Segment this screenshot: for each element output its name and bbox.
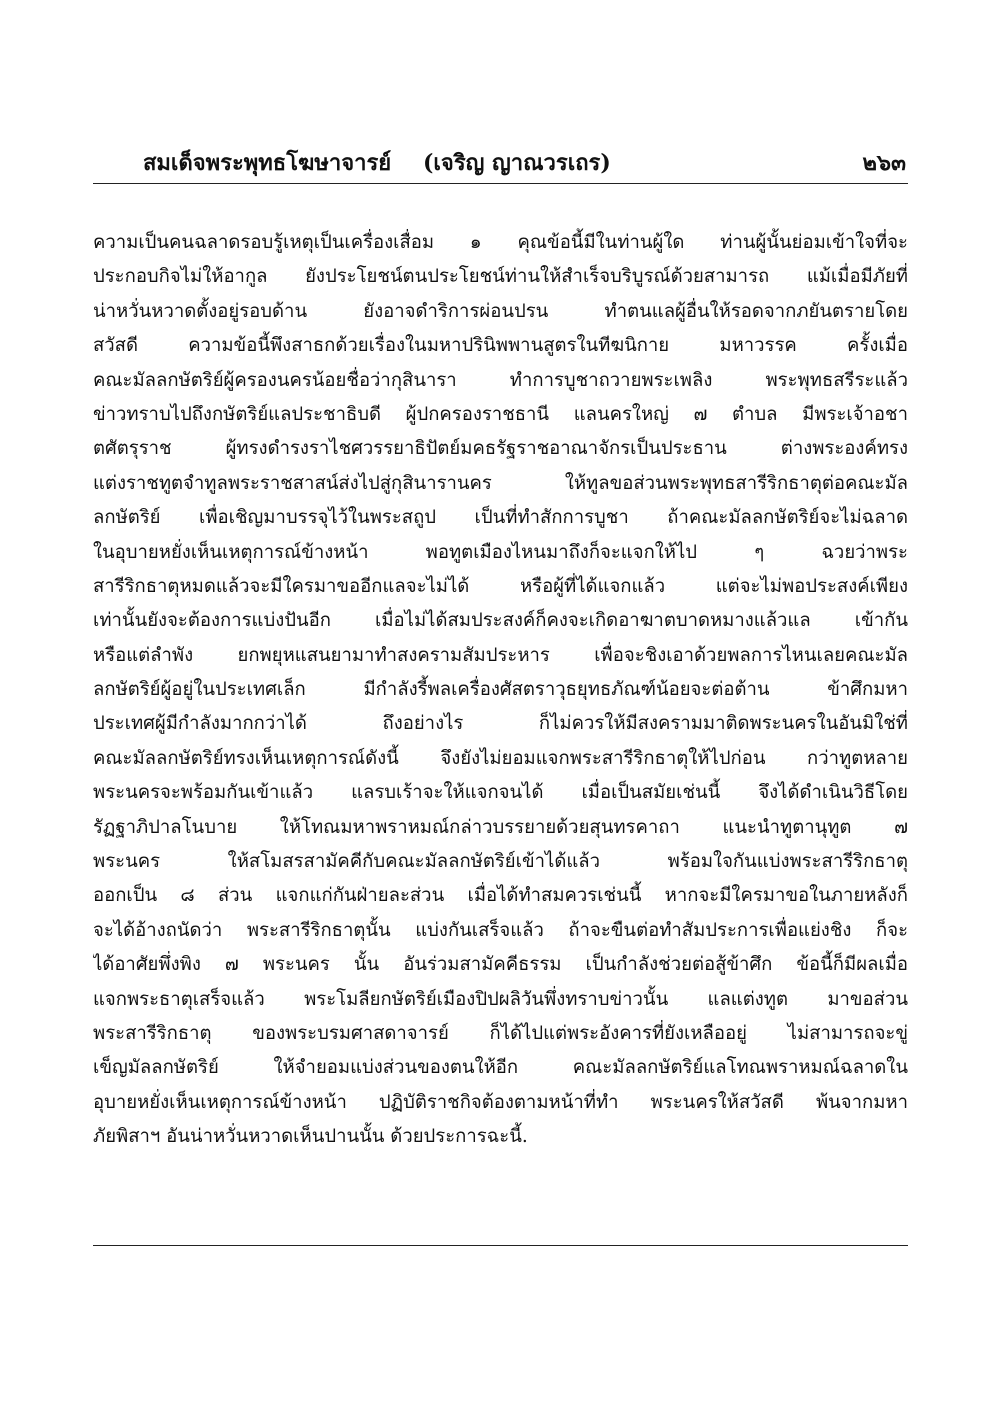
- page-number: ๒๖๓: [862, 150, 906, 176]
- text-line: เท่านั้นยังจะต้องการแบ่งปันอีก เมื่อไม่ได้สมประสงค์ก็คงจะเกิดอาฆาตบาดหมางแล้วแล เข้ากัน: [93, 610, 908, 632]
- running-header: [93, 143, 908, 183]
- text-line: ประเทศผู้มีกำลังมากกว่าได้ ถึงอย่างไร ก็ไม่ควรให้มีสงครามมาติดพระนครในอันมิใช่ที่: [93, 713, 908, 735]
- text-line: สวัสดี ความข้อนี้พึงสาธกด้วยเรื่องในมหาปรินิพพานสูตรในทีฆนิกาย มหาวรรค ครั้งเมื่อ: [93, 335, 908, 357]
- text-line: ภัยพิสาฯ อันน่าหวั่นหวาดเห็นปานนั้น ด้วยประการฉะนี้.: [93, 1126, 528, 1148]
- header-divider: [93, 183, 908, 184]
- text-line: แต่งราชทูตจำทูลพระราชสาสน์ส่งไปสู่กุสินารานคร ให้ทูลขอส่วนพระพุทธสารีริกธาตุต่อคณะมัล: [93, 472, 908, 494]
- text-line: ได้อาศัยพึ่งพิง ๗ พระนคร นั้น อันร่วมสามัคคีธรรม เป็นกำลังช่วยต่อสู้ข้าศึก ข้อนี้ก็มีผลเมื่อ: [93, 954, 908, 976]
- text-line: ข่าวทราบไปถึงกษัตริย์แลประชาธิบดี ผู้ปกครองราชธานี แลนครใหญ่ ๗ ตำบล มีพระเจ้าอชา: [93, 403, 908, 425]
- text-line: ประกอบกิจไม่ให้อากูล ยังประโยชน์ตนประโยชน์ท่านให้สำเร็จบริบูรณ์ด้วยสามารถ แม้เมื่อมีภัยที่: [93, 266, 908, 288]
- text-line: อุบายหยั่งเห็นเหตุการณ์ข้างหน้า ปฏิบัติราชกิจต้องตามหน้าที่ทำ พระนครให้สวัสดี พ้นจากมหา: [93, 1091, 908, 1113]
- text-line: รัฏฐาภิปาลโนบาย ให้โทณมหาพราหมณ์กล่าวบรรยายด้วยสุนทรคาถา แนะนำทูตานุทูต ๗: [93, 816, 908, 838]
- text-line: ออกเป็น ๘ ส่วน แจกแก่กันฝ่ายละส่วน เมื่อได้ทำสมควรเช่นนี้ หากจะมีใครมาขอในภายหลังก็: [93, 885, 908, 907]
- text-line: จะได้อ้างถนัดว่า พระสารีริกธาตุนั้น แบ่งกันเสร็จแล้ว ถ้าจะขืนต่อทำสัมประการเพื่อแย่งชิง ก็จะ: [93, 919, 908, 941]
- footer-divider: [93, 1245, 908, 1246]
- header-author: สมเด็จพระพุทธโฆษาจารย์: [143, 150, 392, 176]
- text-line: ความเป็นคนฉลาดรอบรู้เหตุเป็นเครื่องเสื่อม ๑ คุณข้อนี้มีในท่านผู้ใด ท่านผู้นั้นย่อมเข้าใจที่จะ: [93, 232, 908, 253]
- text-line: ลกษัตริย์ผู้อยู่ในประเทศเล็ก มีกำลังรี้พลเครื่องศัสตราวุธยุทธภัณฑ์น้อยจะต่อต้าน ข้าศึกมหา: [93, 679, 908, 701]
- text-line: ลกษัตริย์ เพื่อเชิญมาบรรจุไว้ในพระสถูป เป็นที่ทำสักการบูชา ถ้าคณะมัลลกษัตริย์จะไม่ฉลาด: [93, 507, 908, 529]
- text-line: เข็ญมัลลกษัตริย์ ให้จำยอมแบ่งส่วนของตนให้อีก คณะมัลลกษัตริย์แลโทณพราหมณ์ฉลาดใน: [93, 1057, 908, 1079]
- text-line: ในอุบายหยั่งเห็นเหตุการณ์ข้างหน้า พอทูตเมืองไหนมาถึงก็จะแจกให้ไป ๆ ฉวยว่าพระ: [93, 541, 908, 563]
- text-line: สารีริกธาตุหมดแล้วจะมีใครมาขออีกแลจะไม่ได้ หรือผู้ที่ได้แจกแล้ว แต่จะไม่พอประสงค์เพียง: [93, 575, 908, 597]
- text-line: พระสารีริกธาตุ ของพระบรมศาสดาจารย์ ก็ได้ไปแต่พระอังคารที่ยังเหลืออยู่ ไม่สามารถจะขู่: [93, 1022, 908, 1044]
- text-line: หรือแต่ลำพัง ยกพยุหแสนยามาทำสงครามสัมประหาร เพื่อจะชิงเอาด้วยพลการไหนเลยคณะมัล: [93, 644, 908, 666]
- body-paragraph: [93, 226, 908, 1155]
- text-line: แจกพระธาตุเสร็จแล้ว พระโมลียกษัตริย์เมืองปิปผลิวันพึ่งทราบข่าวนั้น แลแต่งทูต มาขอส่วน: [93, 988, 908, 1010]
- text-line: พระนคร ให้สโมสรสามัคคีกับคณะมัลลกษัตริย์เข้าได้แล้ว พร้อมใจกันแบ่งพระสารีริกธาตุ: [93, 851, 908, 873]
- text-line: ตศัตรุราช ผู้ทรงดำรงราไชศวรรยาธิปัตย์มคธรัฐราชอาณาจักรเป็นประธาน ต่างพระองค์ทรง: [93, 438, 908, 460]
- text-line: คณะมัลลกษัตริย์ผู้ครองนครน้อยชื่อว่ากุสินารา ทำการบูชาถวายพระเพลิง พระพุทธสรีระแล้ว: [93, 369, 908, 391]
- text-line: พระนครจะพร้อมกันเข้าแล้ว แลรบเร้าจะให้แจกจนได้ เมื่อเป็นสมัยเช่นนี้ จึงได้ดำเนินวิธีโดย: [93, 782, 908, 804]
- text-line: คณะมัลลกษัตริย์ทรงเห็นเหตุการณ์ดังนี้ จึงยังไม่ยอมแจกพระสารีริกธาตุให้ไปก่อน กว่าทูตหลาย: [93, 747, 908, 769]
- text-line: น่าหวั่นหวาดตั้งอยู่รอบด้าน ยังอาจดำริการผ่อนปรน ทำตนแลผู้อื่นให้รอดจากภยันตรายโดย: [93, 300, 908, 322]
- header-monk-name: (เจริญ ญาณวรเถร): [423, 150, 611, 176]
